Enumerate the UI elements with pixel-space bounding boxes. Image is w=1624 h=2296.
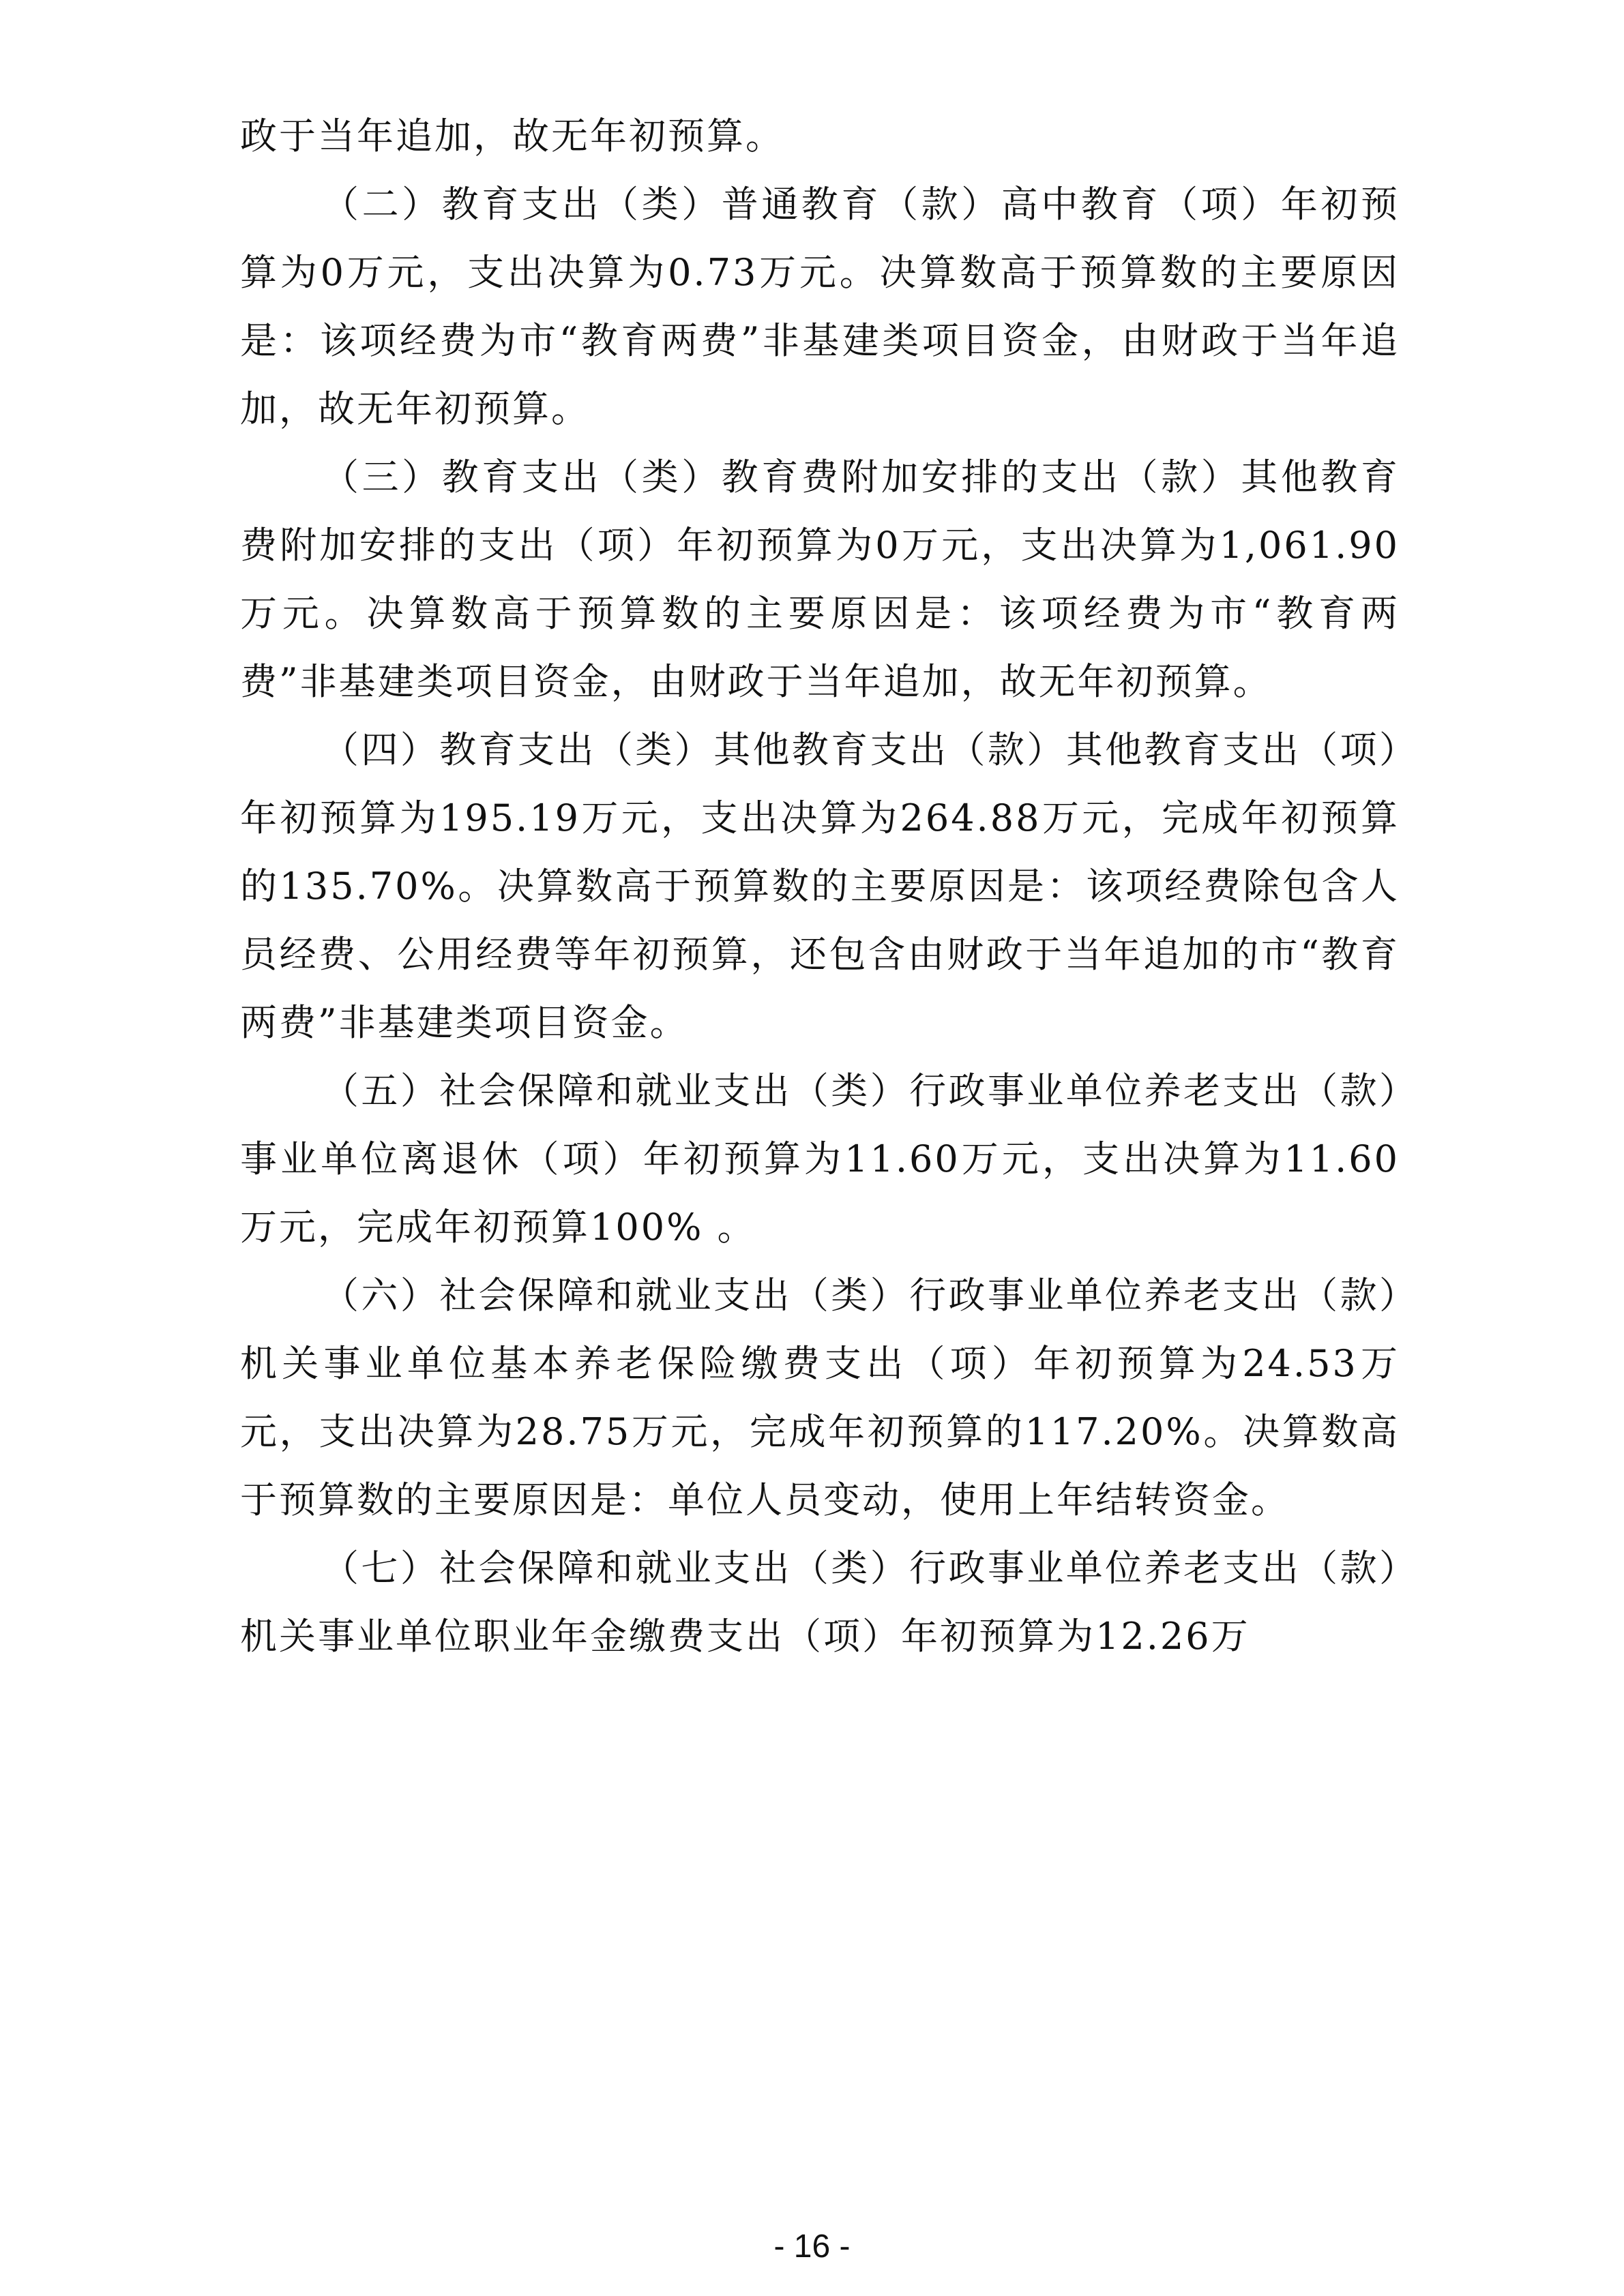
paragraph-item-4: （四）教育支出（类）其他教育支出（款）其他教育支出（项）年初预算为195.19万元，支出决算为264.88万元，完成年初预算的135.70%。决算数高于预算数的主要原因是：该项经费除包含人员经费、公用经费等年初预算，还包含由财政于当年追加的市“教育两费”非基建类项目资金。	[240, 728, 1400, 1044]
document-body	[240, 102, 1400, 1671]
page-number: - 16 -	[773, 2228, 851, 2265]
paragraph-item-2: （二）教育支出（类）普通教育（款）高中教育（项）年初预算为0万元，支出决算为0.73万元。决算数高于预算数的主要原因是：该项经费为市“教育两费”非基建类项目资金，由财政于当年追加，故无年初预算。	[240, 183, 1400, 430]
paragraph-item-7: （七）社会保障和就业支出（类）行政事业单位养老支出（款）机关事业单位职业年金缴费支出（项）年初预算为12.26万	[240, 1547, 1400, 1658]
paragraph-item-6: （六）社会保障和就业支出（类）行政事业单位养老支出（款）机关事业单位基本养老保险缴费支出（项）年初预算为24.53万元，支出决算为28.75万元，完成年初预算的117.20%。决算数高于预算数的主要原因是：单位人员变动，使用上年结转资金。	[240, 1274, 1400, 1521]
paragraph-item-3: （三）教育支出（类）教育费附加安排的支出（款）其他教育费附加安排的支出（项）年初预算为0万元，支出决算为1,061.90万元。决算数高于预算数的主要原因是：该项经费为市“教育两费”非基建类项目资金，由财政于当年追加，故无年初预算。	[240, 456, 1400, 703]
paragraph-continuation: 政于当年追加，故无年初预算。	[240, 115, 784, 158]
paragraph-item-5: （五）社会保障和就业支出（类）行政事业单位养老支出（款）事业单位离退休（项）年初预算为11.60万元，支出决算为11.60万元，完成年初预算100% 。	[240, 1069, 1400, 1249]
